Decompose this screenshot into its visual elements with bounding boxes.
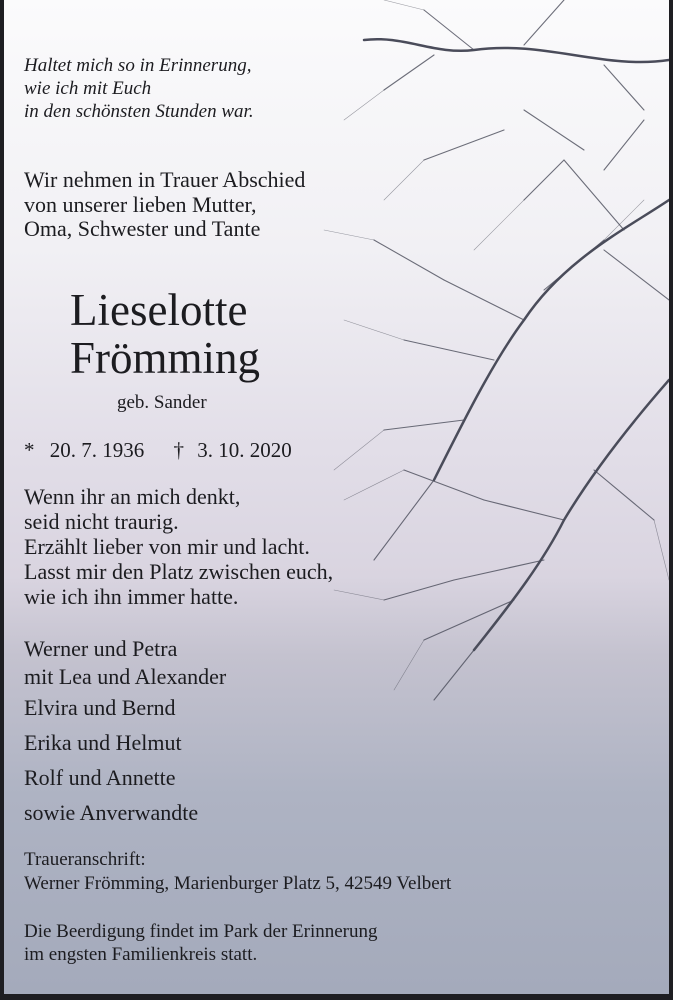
mourner: Elvira und Bernd: [24, 695, 176, 720]
funeral-line: im engsten Familienkreis statt.: [24, 944, 258, 965]
deceased-first-name: Lieselotte: [70, 285, 248, 335]
death-date: 3. 10. 2020: [197, 438, 292, 462]
quote-line: seid nicht traurig.: [24, 509, 179, 534]
quote-line: wie ich ihn immer hatte.: [24, 584, 239, 609]
quote-line: Wenn ihr an mich denkt,: [24, 484, 241, 509]
poem-line: wie ich mit Euch: [24, 78, 152, 99]
address-label: Traueranschrift:: [24, 849, 146, 870]
mourner: sowie Anverwandte: [24, 800, 199, 825]
birth-star-icon: *: [24, 438, 35, 462]
poem-line: in den schönsten Stunden war.: [24, 101, 254, 122]
birth-date: 20. 7. 1936: [49, 438, 145, 462]
deceased-last-name: Frömming: [70, 333, 261, 383]
poem-line: Haltet mich so in Erinnerung,: [24, 55, 252, 76]
address-value: Werner Frömming, Marienburger Platz 5, 42549 Velbert: [24, 873, 452, 894]
birth-name: geb. Sander: [117, 392, 207, 413]
intro-line: von unserer lieben Mutter,: [24, 192, 257, 217]
quote-line: Lasst mir den Platz zwischen euch,: [24, 559, 334, 584]
intro-line: Oma, Schwester und Tante: [24, 216, 261, 241]
cross-icon: †: [173, 438, 184, 462]
mourner: Erika und Helmut: [24, 730, 182, 755]
mourner: Werner und Petra: [24, 636, 178, 661]
funeral-line: Die Beerdigung findet im Park der Erinnerung: [24, 921, 378, 942]
mourner: mit Lea und Alexander: [24, 664, 227, 689]
mourner: Rolf und Annette: [24, 765, 176, 790]
quote-line: Erzählt lieber von mir und lacht.: [24, 534, 310, 559]
intro-line: Wir nehmen in Trauer Abschied: [24, 167, 306, 192]
obituary-card: [4, 0, 669, 994]
dates: [24, 440, 292, 461]
